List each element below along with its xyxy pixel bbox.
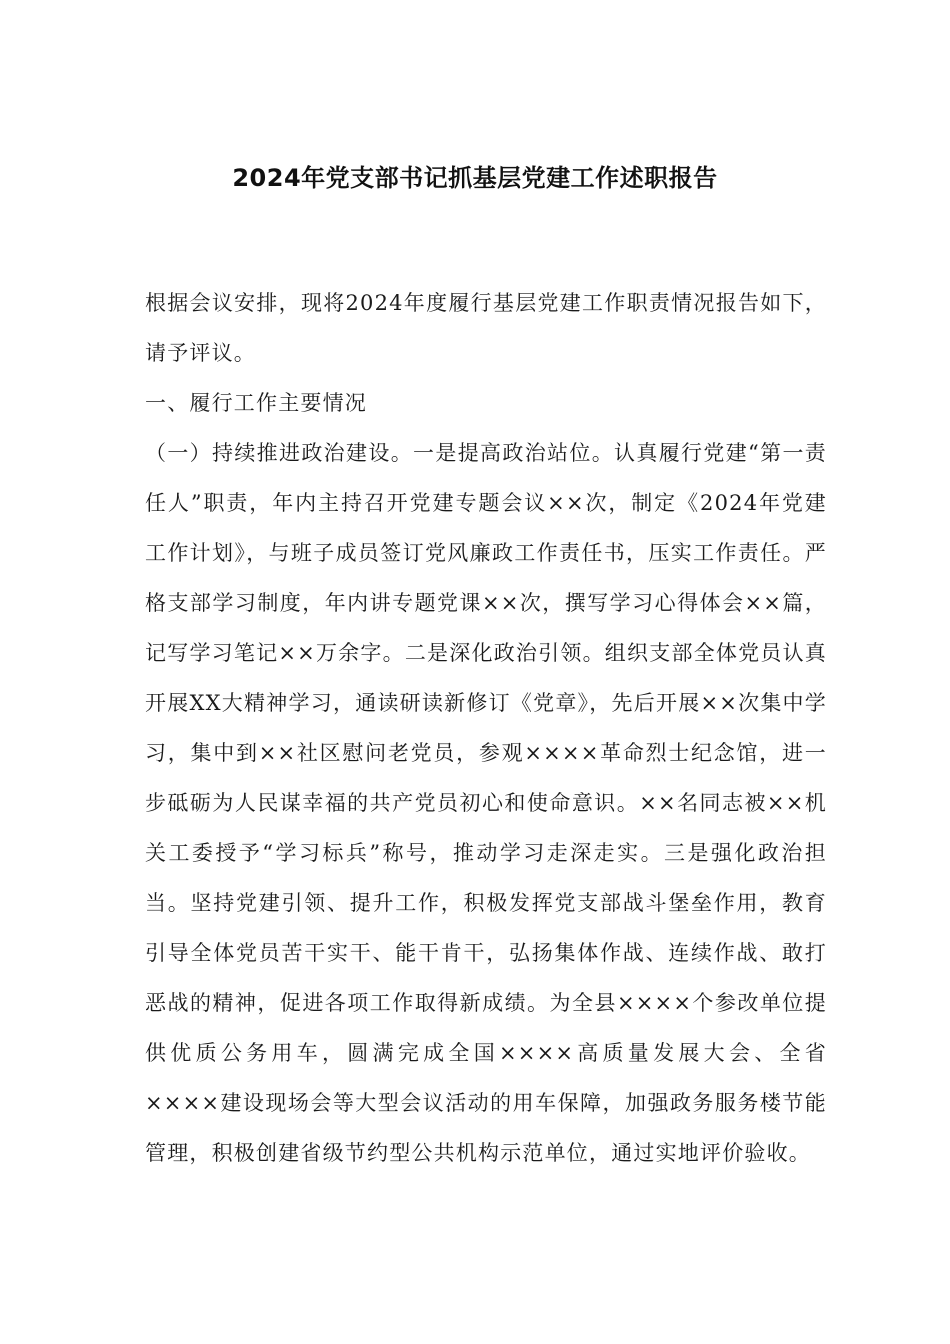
section-heading: 一、履行工作主要情况 [145, 391, 367, 415]
intro-paragraph: 根据会议安排，现将2024年度履行基层党建工作职责情况报告如下，请予评议。 [145, 291, 827, 365]
document-body [145, 278, 827, 1178]
document-title: 2024年党支部书记抓基层党建工作述职报告 [232, 164, 718, 192]
body-paragraph: （一）持续推进政治建设。一是提高政治站位。认真履行党建“第一责任人”职责，年内主持召开党建专题会议××次，制定《2024年党建工作计划》，与班子成员签订党风廉政工作责任书，压实工作责任。严格支部学习制度，年内讲专题党课××次，撰写学习心得体会××篇，记写学习笔记××万余字。二是深化政治引领。组织支部全体党员认真开展XX大精神学习，通读研读新修订《党章》，先后开展××次集中学习，集中到××社区慰问老党员，参观××××革命烈士纪念馆，进一步砥砺为人民谋幸福的共产党员初心和使命意识。××名同志被××机关工委授予“学习标兵”称号，推动学习走深走实。三是强化政治担当。坚持党建引领、提升工作，积极发挥党支部战斗堡垒作用，教育引导全体党员苦干实干、能干肯干，弘扬集体作战、连续作战、敢打恶战的精神，促进各项工作取得新成绩。为全县××××个参改单位提供优质公务用车，圆满完成全国××××高质量发展大会、全省××××建设现场会等大型会议活动的用车保障，加强政务服务楼节能管理，积极创建省级节约型公共机构示范单位，通过实地评价验收。 [145, 441, 827, 1165]
